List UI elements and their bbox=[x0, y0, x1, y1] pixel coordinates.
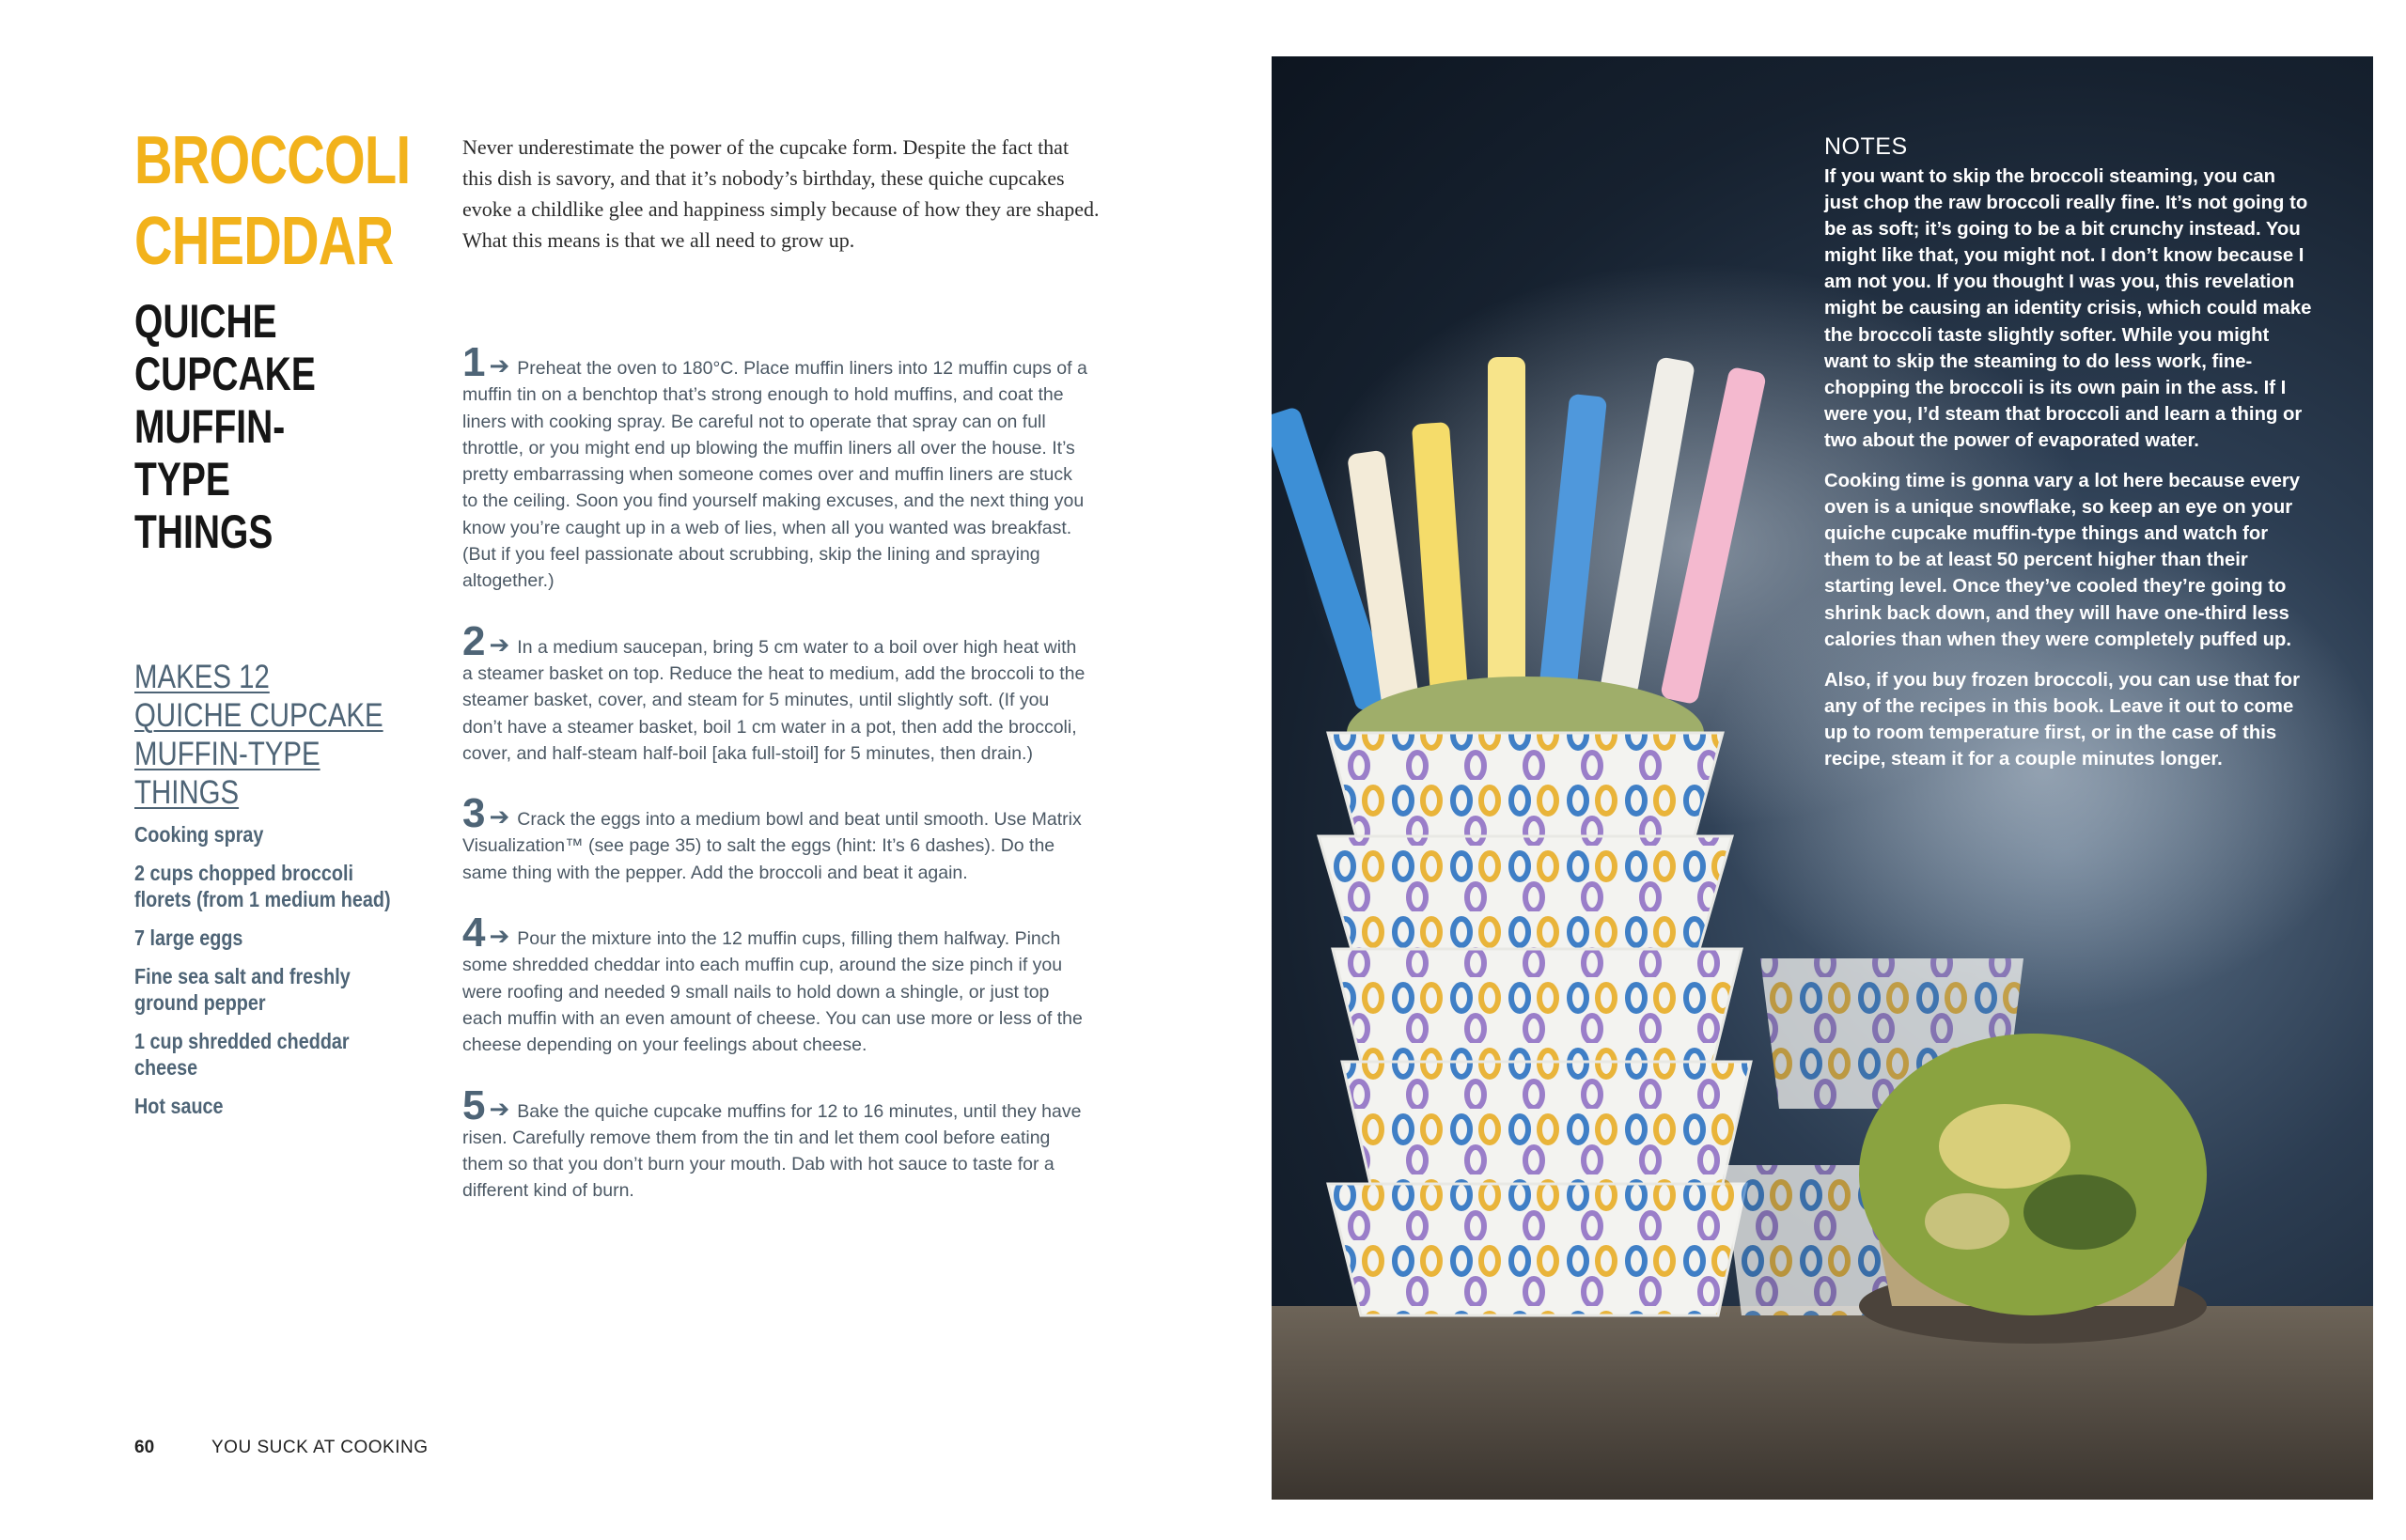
step-4 bbox=[462, 910, 1088, 1058]
ingredient-item: 7 large eggs bbox=[134, 926, 243, 950]
step-number: 1 bbox=[462, 339, 486, 385]
step-text: Bake the quiche cupcake muffins for 12 to 16 minutes, until they have risen. Carefully remove them from the tin and let them cool before eating them so that you don’t burn your mouth. Dab with hot sauce to taste for a different kind of burn. bbox=[462, 1100, 1082, 1202]
arrow-right-icon: ➔ bbox=[489, 922, 510, 951]
ingredient-item: Cooking spray bbox=[134, 822, 264, 847]
step-3 bbox=[462, 790, 1088, 886]
step-number: 3 bbox=[462, 790, 486, 837]
title-line-broccoli: BROCCOLI bbox=[134, 123, 411, 198]
ingredients-panel bbox=[134, 658, 416, 1131]
ingredient-list bbox=[134, 821, 416, 1119]
step-text: Crack the eggs into a medium bowl and beat until smooth. Use Matrix Visualization™ (see page 35) to salt the eggs (hint: It’s 6 dashes). Do the same thing with the pepper. Add the broccoli and beat it again. bbox=[462, 809, 1082, 883]
step-number: 5 bbox=[462, 1081, 486, 1128]
arrow-right-icon: ➔ bbox=[489, 630, 510, 659]
step-1 bbox=[462, 339, 1088, 595]
notes-paragraph: Also, if you buy frozen broccoli, you can use that for any of the recipes in this book. Leave it out to come up to room temperature first, or in the case of this recipe, steam it for a couple minutes longer. bbox=[1824, 669, 2300, 770]
ingredient-item: Hot sauce bbox=[134, 1094, 224, 1118]
yield-line-2: QUICHE CUPCAKE bbox=[134, 697, 383, 734]
subtitle-line-3: THINGS bbox=[134, 506, 273, 558]
subtitle-line-1: QUICHE CUPCAKE bbox=[134, 295, 316, 400]
subtitle bbox=[134, 295, 354, 558]
step-text: Preheat the oven to 180°C. Place muffin liners into 12 muffin cups of a muffin tin on a benchtop that’s strong enough to hold muffins, and coat the liners with cooking spray. Be careful not to operate that spray can on full throttle, or you might end up blowing the muffin liners all over the house. It’s pretty embarrassing when someone comes over and muffin liners are stuck to the ceiling. Soon you find yourself making excuses, and the next thing you know you’re caught up in a web of lies, when all you wanted was breakfast. (But if you feel passionate about scrubbing, skip the lining and spraying altogether.) bbox=[462, 358, 1087, 592]
step-number: 2 bbox=[462, 617, 486, 664]
step-5 bbox=[462, 1081, 1088, 1205]
recipe-title bbox=[134, 120, 416, 558]
page-number: 60 bbox=[134, 1438, 155, 1457]
ingredient-item: 1 cup shredded cheddar cheese bbox=[134, 1029, 350, 1080]
step-number: 4 bbox=[462, 910, 486, 957]
step-2 bbox=[462, 617, 1088, 767]
yield-line-1: MAKES 12 bbox=[134, 659, 270, 695]
notes-heading: NOTES bbox=[1824, 133, 1908, 160]
notes-paragraph: If you want to skip the broccoli steaming, you can just chop the raw broccoli really fine. It’s not going to be as soft; it’s going to be a bit crunchy instead. You might like that, you might not. I don’t know because I am not you. If you thought I was you, this revelation might be causing an identity crisis, which could make the broccoli taste slightly softer. While you might want to skip the steaming to do less work, fine-chopping the broccoli is its own pain in the ass. If I were you, I’d steam that broccoli and learn a thing or two about the power of evaporated water. bbox=[1824, 166, 2312, 451]
ingredient-item: Fine sea salt and freshly ground pepper bbox=[134, 964, 351, 1015]
yield-heading bbox=[134, 658, 418, 812]
arrow-right-icon: ➔ bbox=[489, 1094, 510, 1123]
notes-paragraph: Cooking time is gonna vary a lot here because every oven is a unique snowflake, so keep an eye on your quiche cupcake muffin-type things and watch for them to be at least 50 percent higher than their starting level. Once they’ve cooled they’re going to shrink back down, and they will have one-third less calories than when they were completely puffed up. bbox=[1824, 471, 2301, 650]
step-text: Pour the mixture into the 12 muffin cups, filling them halfway. Pinch some shredded cheddar into each muffin cup, around the size pinch if you were roofing and needed 9 small nails to hold down a shingle, or just top each muffin with an even amount of cheese. You can use more or less of the cheese depending on your feelings about cheese. bbox=[462, 928, 1083, 1056]
arrow-right-icon: ➔ bbox=[489, 351, 510, 380]
title-line-cheddar: CHEDDAR bbox=[134, 204, 394, 279]
ingredient-item: 2 cups chopped broccoli florets (from 1 medium head) bbox=[134, 861, 391, 911]
running-footer-title: YOU SUCK AT COOKING bbox=[211, 1438, 429, 1457]
yield-line-3: MUFFIN-TYPE THINGS bbox=[134, 736, 320, 811]
step-text: In a medium saucepan, bring 5 cm water to a boil over high heat with a steamer basket on top. Reduce the heat to medium, add the broccoli to the steamer basket, cover, and steam for 5 minutes, until slightly soft. (If you don’t have a steamer basket, boil 1 cm water in a pot, then add the broccoli, cover, and half-steam half-boil [aka full-stoil] for 5 minutes, then drain.) bbox=[462, 636, 1086, 764]
arrow-right-icon: ➔ bbox=[489, 802, 510, 832]
notes-panel bbox=[1824, 133, 2313, 786]
intro-paragraph: Never underestimate the power of the cupcake form. Despite the fact that this dish is savory, and that it’s nobody’s birthday, these quiche cupcakes evoke a childlike glee and happiness simply because of how they are shaped. What this means is that we all need to grow up. bbox=[462, 135, 1100, 252]
subtitle-line-2: MUFFIN-TYPE bbox=[134, 400, 286, 506]
method-steps bbox=[462, 339, 1088, 1238]
